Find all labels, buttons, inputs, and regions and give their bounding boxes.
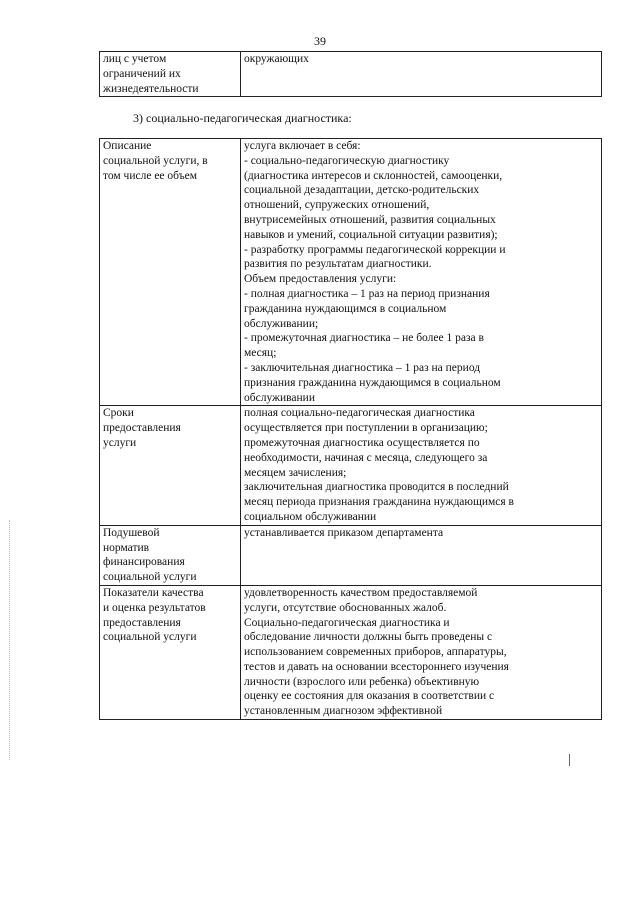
- section-heading: 3) социально-педагогическая диагностика:: [133, 111, 352, 125]
- text-line: заключительная диагностика проводится в последний: [244, 481, 509, 494]
- text-line: тестов и давать на основании всестороннего изучения: [244, 660, 509, 673]
- row-label: [103, 406, 237, 450]
- row-content: [244, 586, 598, 719]
- row-label: [103, 139, 237, 183]
- row-content: [244, 526, 598, 541]
- text-line: устанавливается приказом департамента: [244, 526, 444, 539]
- text-line: - заключительная диагностика – 1 раз на период: [244, 361, 481, 374]
- text-line: установленным диагнозом эффективной: [244, 705, 443, 718]
- text-line: том числе ее объем: [103, 169, 198, 182]
- row-label-cell: [100, 585, 241, 719]
- table-row: [100, 52, 602, 97]
- row-label-cell: [100, 139, 241, 406]
- row-content-cell: [241, 139, 602, 406]
- text-line: Сроки: [103, 407, 134, 420]
- row-content-cell: [241, 525, 602, 585]
- table-row-quality: [100, 585, 602, 719]
- table-row-description: [100, 139, 602, 406]
- text-line: социальной услуги, в: [103, 154, 208, 167]
- row-content: [244, 406, 598, 524]
- row-label-cell: [100, 52, 241, 97]
- table-row-funding: [100, 525, 602, 585]
- text-line: - полная диагностика – 1 раз на период признания: [244, 287, 490, 300]
- text-line: навыков и умений, социальной ситуации развития);: [244, 228, 498, 241]
- text-line: удовлетворенность качеством предоставляемой: [244, 586, 478, 599]
- text-line: социальной услуги: [103, 631, 197, 644]
- text-line: обслуживании;: [244, 317, 319, 330]
- text-line: окружающих: [244, 53, 309, 65]
- text-line: промежуточная диагностика осуществляется по: [244, 436, 480, 449]
- text-line: финансирования: [103, 556, 185, 569]
- text-line: обследование личности должны быть проведены с: [244, 631, 493, 644]
- text-line: Подушевой: [103, 526, 160, 539]
- row-label-cell: [100, 406, 241, 525]
- text-line: норматив: [103, 541, 150, 554]
- text-line: (диагностика интересов и склонностей, самооценки,: [244, 169, 503, 182]
- row-label-cell: [100, 525, 241, 585]
- text-line: ограничений их: [103, 67, 181, 80]
- text-line: необходимости, начиная с месяца, следующего за: [244, 451, 488, 464]
- table-row-terms: [100, 406, 602, 525]
- scan-mark: [569, 754, 570, 766]
- text-line: осуществляется при поступлении в организацию;: [244, 422, 488, 435]
- text-line: Описание: [103, 140, 152, 152]
- text-line: предоставления: [103, 422, 181, 435]
- row-content: [244, 139, 598, 405]
- scan-margin-artifact: [9, 520, 12, 760]
- row-content-cell: [241, 585, 602, 719]
- text-line: месяц периода признания гражданина нуждающимся в: [244, 496, 514, 509]
- continued-table: [99, 51, 602, 97]
- text-line: услуга включает в себя:: [244, 140, 361, 152]
- text-line: - промежуточная диагностика – не более 1 раза в: [244, 332, 484, 345]
- row-label: [103, 526, 237, 585]
- text-line: месяцем зачисления;: [244, 466, 347, 479]
- text-line: социальной дезадаптации, детско-родительских: [244, 184, 480, 197]
- text-line: Объем предоставления услуги:: [244, 273, 397, 286]
- text-line: лиц с учетом: [103, 53, 167, 65]
- text-line: оценку ее состояния для оказания в соответствии с: [244, 690, 495, 703]
- text-line: предоставления: [103, 616, 181, 629]
- row-label: [103, 586, 237, 645]
- text-line: использованием современных приборов, аппаратуры,: [244, 646, 507, 659]
- text-line: Показатели качества: [103, 586, 204, 599]
- page-number: 39: [314, 34, 326, 48]
- text-line: и оценка результатов: [103, 601, 206, 614]
- text-line: - социально-педагогическую диагностику: [244, 154, 450, 167]
- row-content-cell: [241, 406, 602, 525]
- text-line: услуги: [103, 436, 137, 449]
- text-line: социальном обслуживании: [244, 510, 377, 523]
- text-line: услуги, отсутствие обоснованных жалоб.: [244, 601, 447, 614]
- row-content-cell: [241, 52, 602, 97]
- text-line: Социально-педагогическая диагностика и: [244, 616, 450, 629]
- text-line: полная социально-педагогическая диагностика: [244, 407, 475, 420]
- service-table: [99, 138, 602, 720]
- text-line: внутрисемейных отношений, развития социальных: [244, 213, 496, 226]
- text-line: личности (взрослого или ребенка) объективную: [244, 675, 480, 688]
- text-line: развития по результатам диагностики.: [244, 258, 432, 271]
- text-line: обслуживании: [244, 391, 315, 404]
- text-line: социальной услуги: [103, 571, 197, 584]
- text-line: отношений, супружеских отношений,: [244, 199, 430, 212]
- text-line: месяц;: [244, 347, 277, 360]
- text-line: признания гражданина нуждающимся в социальном: [244, 376, 501, 389]
- row-label: [103, 52, 237, 96]
- text-line: гражданина нуждающимся в социальном: [244, 302, 447, 315]
- text-line: - разработку программы педагогической коррекции и: [244, 243, 506, 256]
- row-content: [244, 52, 598, 67]
- text-line: жизнедеятельности: [103, 82, 199, 95]
